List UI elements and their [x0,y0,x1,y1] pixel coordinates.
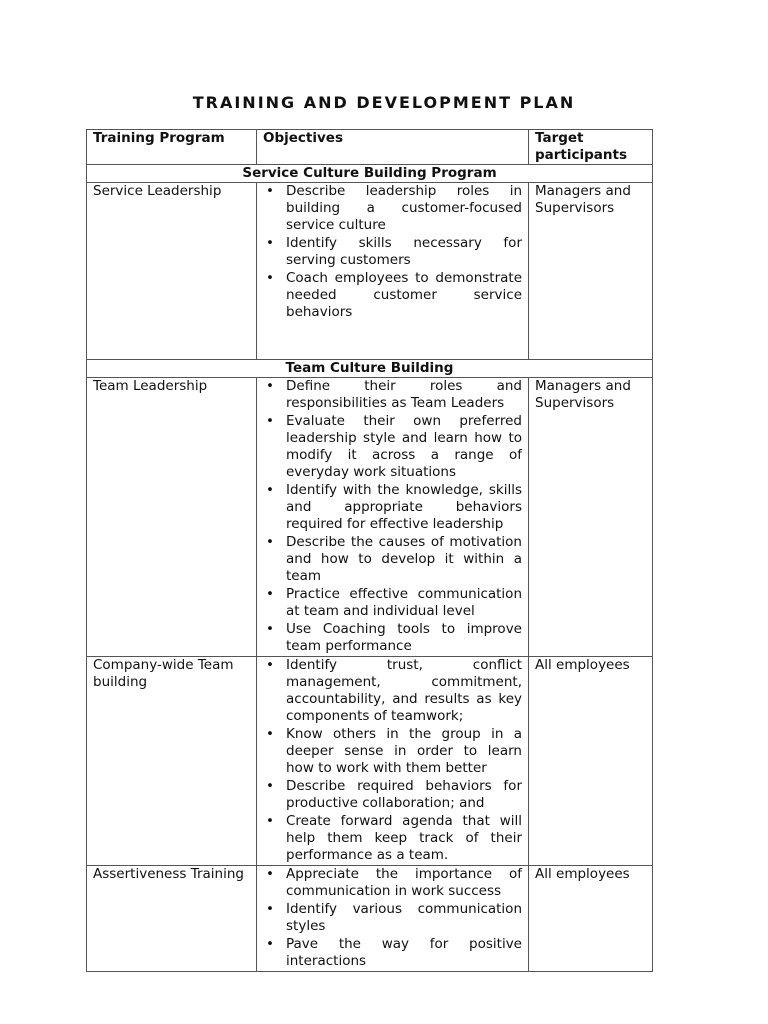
objectives-list [263,657,522,864]
objective-item: • Describe leadership roles in building a customer-focused service culture [263,183,522,234]
section-title: Service Culture Building Program [87,165,653,183]
program-cell: Company-wide Team building [87,657,257,866]
objectives-cell [257,866,529,972]
objectives-cell [257,657,529,866]
objective-item: • Identify trust, conflict management, commitment, accountability, and results as key components of teamwork; [263,657,522,725]
objective-item: • Identify various communication styles [263,901,522,935]
objectives-list [263,183,522,321]
objectives-cell [257,378,529,657]
objective-item: • Practice effective communication at team and individual level [263,586,522,620]
program-cell: Assertiveness Training [87,866,257,972]
table-row [87,183,653,360]
section-row [87,360,653,378]
header-objectives: Objectives [257,130,529,165]
program-cell: Service Leadership [87,183,257,360]
objective-item: • Create forward agenda that will help them keep track of their performance as a team. [263,813,522,864]
objective-item: • Appreciate the importance of communication in work success [263,866,522,900]
target-cell: All employees [529,657,653,866]
table-row [87,378,653,657]
objective-item: • Evaluate their own preferred leadership style and learn how to modify it across a range of everyday work situations [263,413,522,481]
target-cell: All employees [529,866,653,972]
objectives-list [263,378,522,655]
objectives-list [263,866,522,970]
program-cell: Team Leadership [87,378,257,657]
table-row [87,866,653,972]
section-row [87,165,653,183]
target-cell: Managers and Supervisors [529,183,653,360]
table-header-row [87,130,653,165]
objective-item: • Coach employees to demonstrate needed customer service behaviors [263,270,522,321]
training-plan-table [86,129,653,972]
header-training-program: Training Program [87,130,257,165]
page-title: TRAINING AND DEVELOPMENT PLAN [192,93,576,112]
table-row [87,657,653,866]
objective-item: • Describe the causes of motivation and how to develop it within a team [263,534,522,585]
section-title: Team Culture Building [87,360,653,378]
objective-item: • Use Coaching tools to improve team performance [263,621,522,655]
objectives-cell [257,183,529,360]
header-target-participants: Target participants [529,130,653,165]
objective-item: • Describe required behaviors for productive collaboration; and [263,778,522,812]
objective-item: • Know others in the group in a deeper sense in order to learn how to work with them better [263,726,522,777]
objective-item: • Identify with the knowledge, skills and appropriate behaviors required for effective leadership [263,482,522,533]
target-cell: Managers and Supervisors [529,378,653,657]
objective-item: • Define their roles and responsibilities as Team Leaders [263,378,522,412]
objective-item: • Pave the way for positive interactions [263,936,522,970]
objective-item: • Identify skills necessary for serving customers [263,235,522,269]
